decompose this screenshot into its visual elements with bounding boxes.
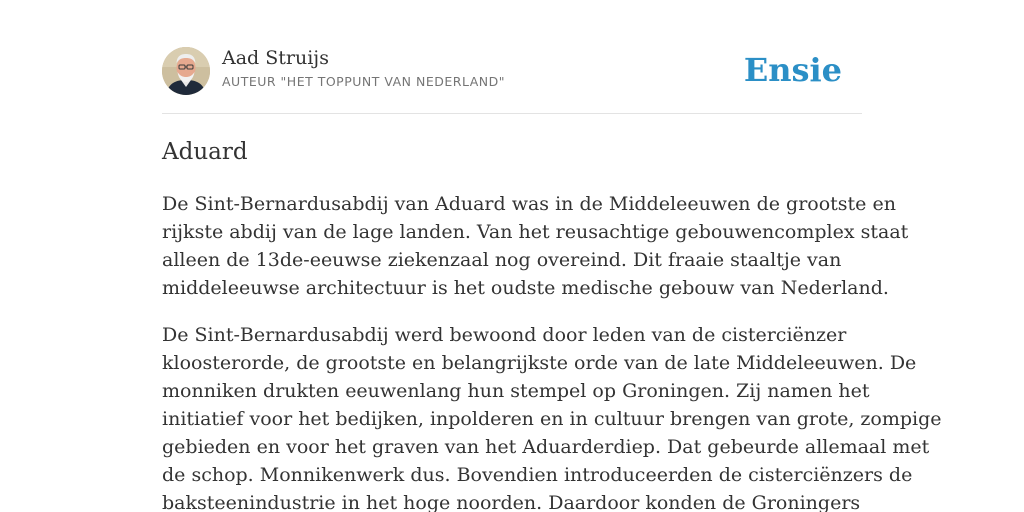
article-paragraph: [162, 321, 942, 512]
header-divider: [162, 113, 862, 114]
paragraph-line: de schop. Monnikenwerk dus. Bovendien introduceerden de cisterciënzers de: [162, 464, 913, 486]
author-avatar[interactable]: [162, 47, 210, 95]
paragraph-line: gebieden en voor het graven van het Aduarderdiep. Dat gebeurde allemaal met: [162, 436, 930, 458]
ensie-logo[interactable]: Ensie: [743, 51, 842, 89]
paragraph-line: rijkste abdij van de lage landen. Van het reusachtige gebouwencomplex staat: [162, 221, 909, 243]
paragraph-line: De Sint-Bernardusabdij van Aduard was in de Middeleeuwen de grootste en: [162, 193, 896, 215]
paragraph-line: middeleeuwse architectuur is het oudste medische gebouw van Nederland.: [162, 277, 889, 299]
paragraph-line: monniken drukten eeuwenlang hun stempel op Groningen. Zij namen het: [162, 380, 870, 402]
article-paragraph: [162, 190, 909, 302]
article-title: Aduard: [162, 139, 248, 165]
author-role: AUTEUR "HET TOPPUNT VAN NEDERLAND": [222, 74, 505, 89]
author-name[interactable]: Aad Struijs: [222, 47, 329, 69]
paragraph-line: baksteenindustrie in het hoge noorden. Daardoor konden de Groningers: [162, 492, 861, 512]
paragraph-line: initiatief voor het bedijken, inpolderen en in cultuur brengen van grote, zompige: [162, 408, 942, 430]
author-photo-icon: [162, 47, 210, 95]
article-body: [162, 190, 942, 512]
paragraph-line: De Sint-Bernardusabdij werd bewoond door leden van de cisterciënzer: [162, 324, 847, 346]
paragraph-line: kloosterorde, de grootste en belangrijkste orde van de late Middeleeuwen. De: [162, 352, 917, 374]
author-header: [162, 46, 862, 96]
paragraph-line: alleen de 13de-eeuwse ziekenzaal nog overeind. Dit fraaie staaltje van: [162, 249, 842, 271]
